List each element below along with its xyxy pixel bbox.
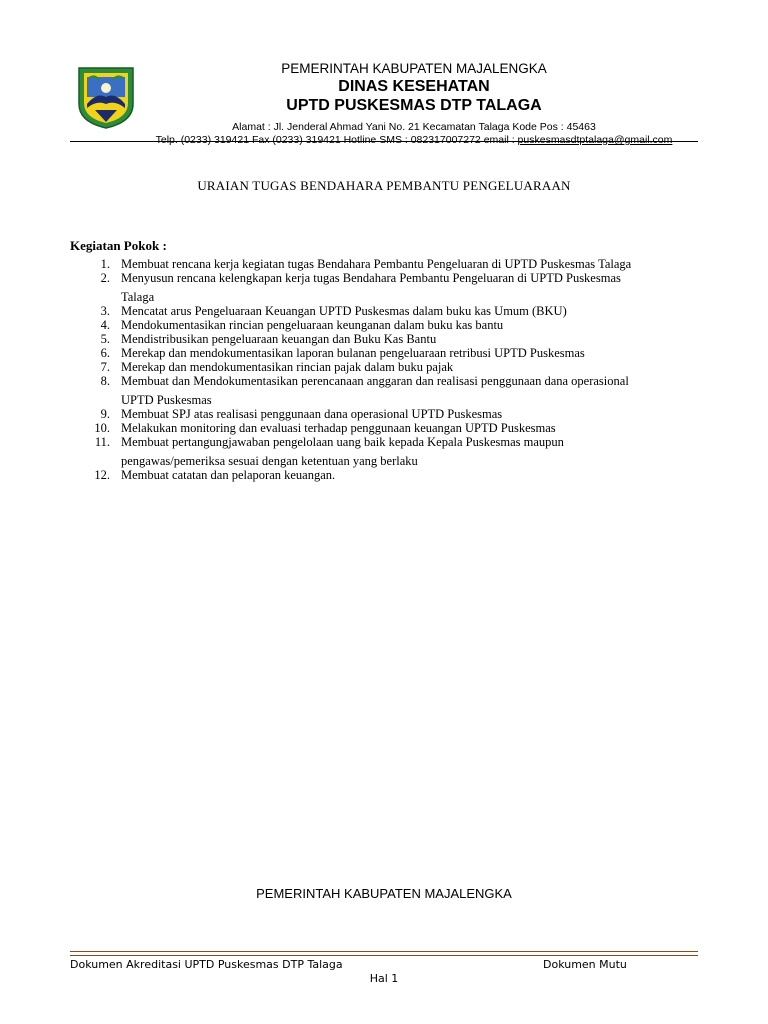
majalengka-regency-emblem-icon	[75, 64, 137, 130]
government-name: PEMERINTAH KABUPATEN MAJALENGKA	[281, 61, 547, 76]
list-item-text: Melakukan monitoring dan evaluasi terhadap penggunaan keuangan UPTD Puskesmas	[121, 421, 556, 435]
list-item-text: Mencatat arus Pengeluaraan Keuangan UPTD Puskesmas dalam buku kas Umum (BKU)	[121, 304, 567, 318]
list-item	[70, 257, 698, 271]
list-item-text: Mendokumentasikan rincian pengeluaraan keunganan dalam buku kas bantu	[121, 318, 504, 332]
contact-text: Telp. (0233) 319421 Fax (0233) 319421 Hotline SMS : 082317007272 email :	[155, 134, 518, 146]
list-item-text: Membuat pertangungjawaban pengelolaan uang baik kepada Kepala Puskesmas maupun	[121, 435, 564, 449]
list-item	[70, 360, 698, 374]
footer-document-type: Dokumen Mutu	[543, 958, 627, 971]
page-number: Hal 1	[369, 972, 399, 985]
institution-name: UPTD PUSKESMAS DTP TALAGA	[286, 97, 542, 114]
list-item	[70, 468, 698, 482]
list-item-continuation: pengawas/pemeriksa sesuai dengan ketentuan yang berlaku	[121, 454, 418, 468]
letterhead-text	[130, 58, 698, 147]
list-item-text-block	[110, 374, 698, 407]
list-item-continuation: Talaga	[121, 290, 155, 304]
list-item-number: 12.	[94, 468, 110, 482]
list-item-number: 6.	[100, 346, 110, 360]
list-item	[70, 346, 698, 360]
list-item-number: 3.	[100, 304, 110, 318]
list-item	[70, 421, 698, 435]
list-item-text: Membuat dan Mendokumentasikan perencanaan anggaran dan realisasi penggunaan dana operasional	[121, 374, 629, 388]
list-item-text: Menyusun rencana kelengkapan kerja tugas Bendahara Pembantu Pengeluaran di UPTD Puskesmas	[121, 271, 621, 285]
list-item-number: 1.	[100, 257, 110, 271]
list-item-number: 5.	[100, 332, 110, 346]
list-item-number: 4.	[100, 318, 110, 332]
section-label: Kegiatan Pokok :	[70, 238, 167, 253]
list-item-text: Mendistribusikan pengeluaraan keuangan dan Buku Kas Bantu	[121, 332, 437, 346]
task-list	[70, 257, 698, 482]
list-item	[70, 332, 698, 346]
letterhead-divider	[70, 141, 698, 142]
list-item	[70, 318, 698, 332]
letterhead	[70, 58, 698, 146]
list-item-number: 10.	[94, 421, 110, 435]
footer-agency-name: PEMERINTAH KABUPATEN MAJALENGKA	[256, 886, 512, 901]
list-item-text-block	[110, 271, 698, 304]
footer-divider	[70, 951, 698, 956]
list-item-continuation: UPTD Puskesmas	[121, 393, 212, 407]
list-item-number: 8.	[100, 374, 110, 388]
list-item	[70, 435, 698, 468]
list-item-number: 7.	[100, 360, 110, 374]
list-item	[70, 304, 698, 318]
document-title: URAIAN TUGAS BENDAHARA PEMBANTU PENGELUARAAN	[197, 178, 571, 193]
list-item-text-block	[110, 435, 698, 468]
list-item-text: Membuat catatan dan pelaporan keuangan.	[121, 468, 336, 482]
department-name: DINAS KESEHATAN	[338, 78, 490, 95]
list-item-text: Merekap dan mendokumentasikan rincian pajak dalam buku pajak	[121, 360, 454, 374]
list-item-text: Membuat rencana kerja kegiatan tugas Bendahara Pembantu Pengeluaran di UPTD Puskesmas Talaga	[121, 257, 632, 271]
list-item	[70, 407, 698, 421]
list-item-number: 11.	[94, 435, 110, 449]
address-line: Alamat : Jl. Jenderal Ahmad Yani No. 21 Kecamatan Talaga Kode Pos : 45463	[232, 121, 596, 133]
list-item-text: Membuat SPJ atas realisasi penggunaan dana operasional UPTD Puskesmas	[121, 407, 503, 421]
email-link[interactable]: puskesmasdtptalaga@gmail.com	[517, 134, 673, 146]
list-item-number: 9.	[100, 407, 110, 421]
list-item	[70, 374, 698, 407]
footer-document-name: Dokumen Akreditasi UPTD Puskesmas DTP Talaga	[70, 958, 343, 971]
list-item-number: 2.	[100, 271, 110, 285]
list-item-text: Merekap dan mendokumentasikan laporan bulanan pengeluaraan retribusi UPTD Puskesmas	[121, 346, 585, 360]
list-item	[70, 271, 698, 304]
